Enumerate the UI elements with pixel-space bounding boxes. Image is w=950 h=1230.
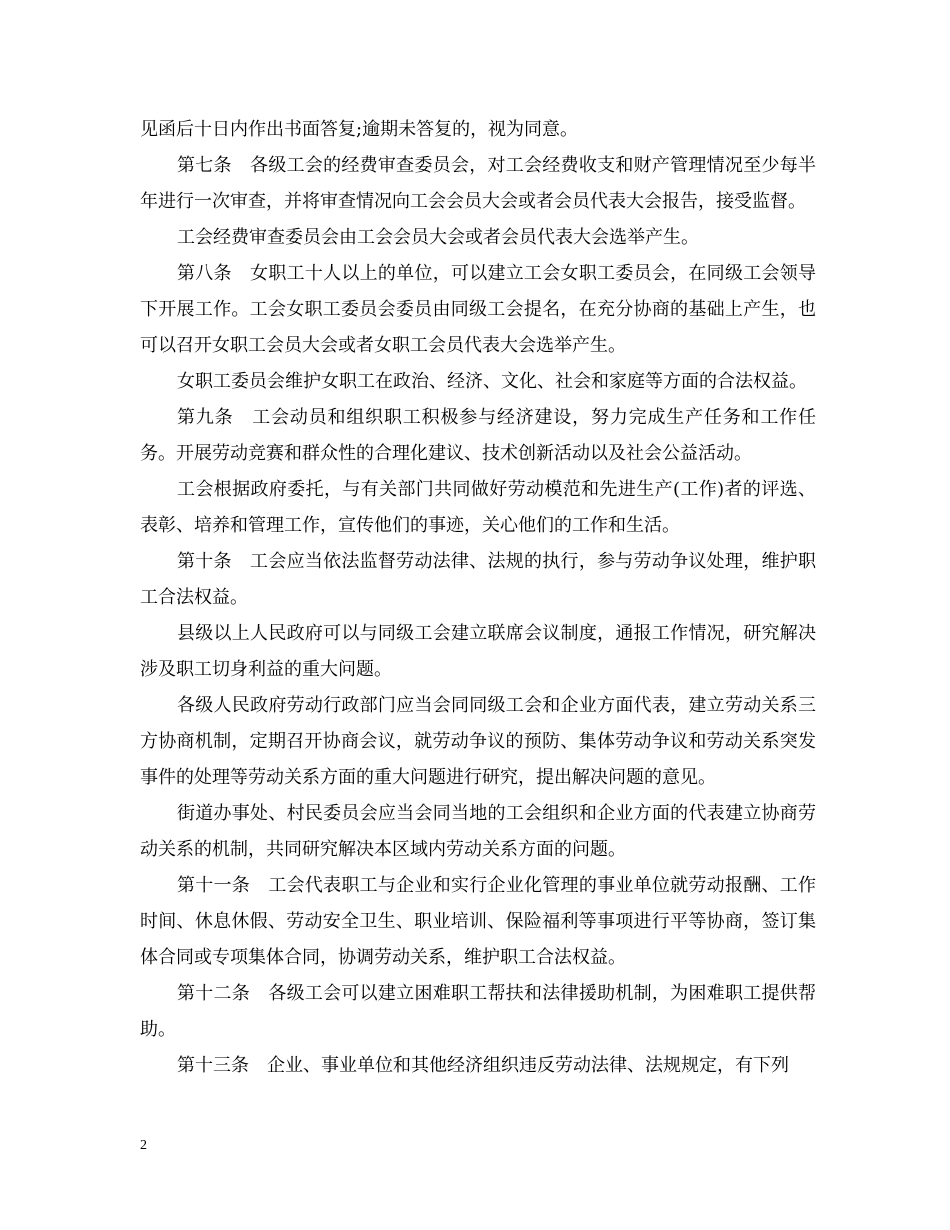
paragraph: 第八条 女职工十人以上的单位，可以建立工会女职工委员会，在同级工会领导下开展工作。工会女职工委员会委员由同级工会提名，在充分协商的基础上产生，也可以召开女职工会员大会或者女职工会员代表大会选举产生。 — [140, 263, 816, 356]
page-number: 2 — [140, 1138, 147, 1153]
paragraph: 第十三条 企业、事业单位和其他经济组织违反劳动法律、法规规定，有下列 — [177, 1055, 789, 1076]
paragraph: 工会根据政府委托，与有关部门共同做好劳动模范和先进生产(工作)者的评选、表彰、培养和管理工作，宣传他们的事迹，关心他们的工作和生活。 — [140, 479, 816, 536]
paragraph: 第九条 工会动员和组织职工积极参与经济建设，努力完成生产任务和工作任务。开展劳动竞赛和群众性的合理化建议、技术创新活动以及社会公益活动。 — [140, 407, 816, 464]
paragraph: 街道办事处、村民委员会应当会同当地的工会组织和企业方面的代表建立协商劳动关系的机制，共同研究解决本区域内劳动关系方面的问题。 — [140, 803, 816, 860]
paragraph: 工会经费审查委员会由工会会员大会或者会员代表大会选举产生。 — [177, 227, 699, 248]
paragraph: 第十一条 工会代表职工与企业和实行企业化管理的事业单位就劳动报酬、工作时间、休息休假、劳动安全卫生、职业培训、保险福利等事项进行平等协商，签订集体合同或专项集体合同，协调劳动关系，维护职工合法权益。 — [140, 875, 816, 968]
document-body — [140, 112, 816, 1084]
paragraph: 女职工委员会维护女职工在政治、经济、文化、社会和家庭等方面的合法权益。 — [177, 371, 807, 392]
paragraph: 各级人民政府劳动行政部门应当会同同级工会和企业方面代表，建立劳动关系三方协商机制，定期召开协商会议，就劳动争议的预防、集体劳动争议和劳动关系突发事件的处理等劳动关系方面的重大问题进行研究，提出解决问题的意见。 — [140, 695, 816, 788]
paragraph: 第十条 工会应当依法监督劳动法律、法规的执行，参与劳动争议处理，维护职工合法权益。 — [140, 551, 816, 608]
paragraph: 县级以上人民政府可以与同级工会建立联席会议制度，通报工作情况，研究解决涉及职工切身利益的重大问题。 — [140, 623, 816, 680]
paragraph: 第十二条 各级工会可以建立困难职工帮扶和法律援助机制，为困难职工提供帮助。 — [140, 983, 816, 1040]
paragraph: 第七条 各级工会的经费审查委员会，对工会经费收支和财产管理情况至少每半年进行一次审查，并将审查情况向工会会员大会或者会员代表大会报告，接受监督。 — [140, 155, 816, 212]
paragraph: 见函后十日内作出书面答复;逾期未答复的，视为同意。 — [140, 119, 579, 140]
